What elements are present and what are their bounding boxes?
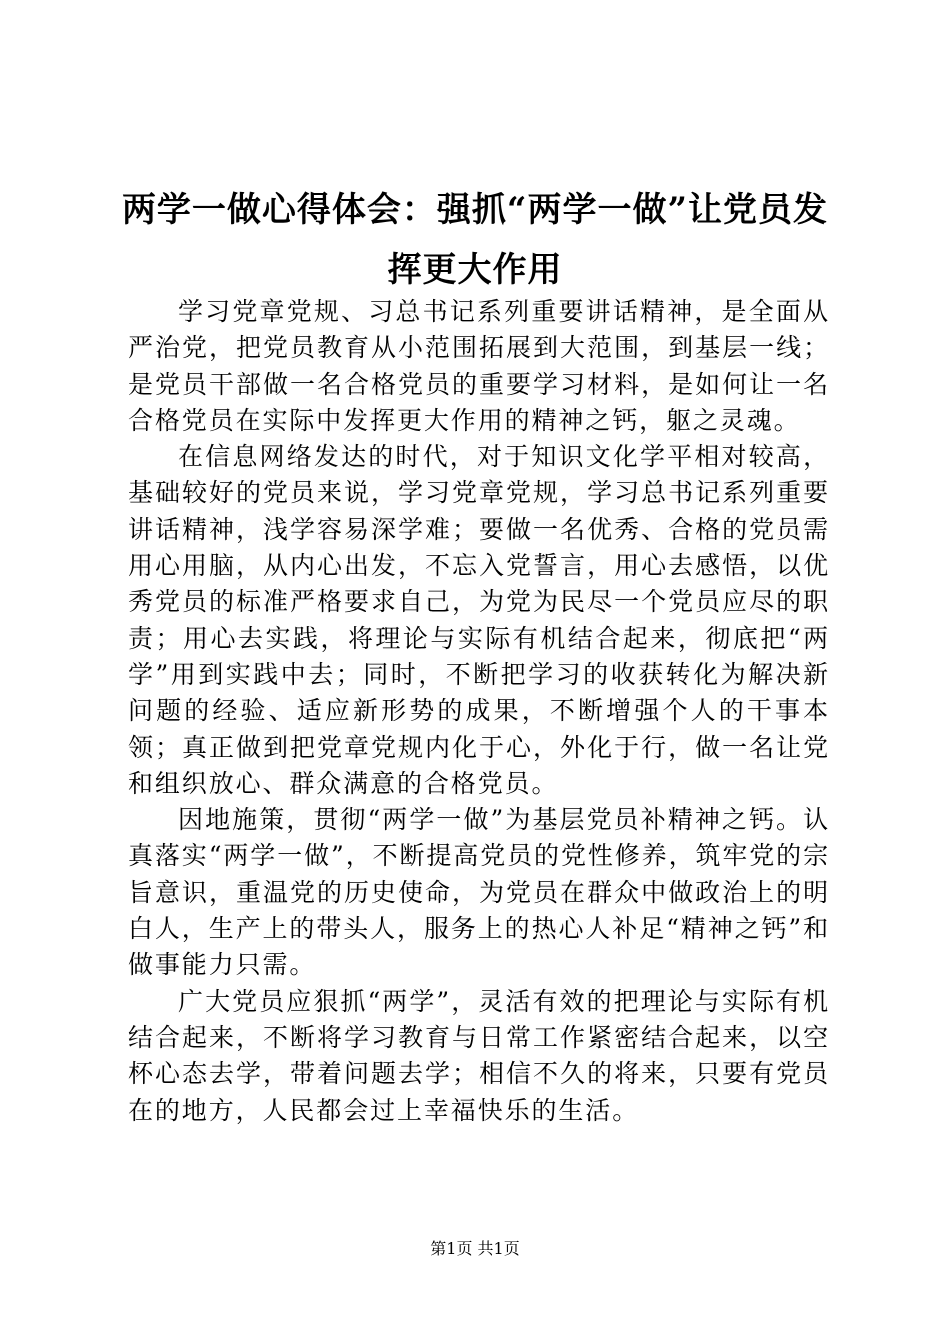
paragraph-3: 因地施策，贯彻“两学一做”为基层党员补精神之钙。认真落实“两学一做”，不断提高党员的党性修养，筑牢党的宗旨意识，重温党的历史使命，为党员在群众中做政治上的明白人，生产上的带头人，服务上的热心人补足“精神之钙”和做事能力只需。 [128,805,830,980]
page-footer: 第1页 共1页 [430,1239,520,1258]
document-title: 两学一做心得体会：强抓“两学一做”让党员发挥更大作用 [121,190,829,290]
paragraph-2: 在信息网络发达的时代，对于知识文化学平相对较高，基础较好的党员来说，学习党章党规，学习总书记系列重要讲话精神，浅学容易深学难；要做一名优秀、合格的党员需用心用脑，从内心出发，不忘入党誓言，用心去感悟，以优秀党员的标准严格要求自己，为党为民尽一个党员应尽的职责；用心去实践，将理论与实际有机结合起来，彻底把“两学”用到实践中去；同时，不断把学习的收获转化为解决新问题的经验、适应新形势的成果，不断增强个人的干事本领；真正做到把党章党规内化于心，外化于行，做一名让党和组织放心、群众满意的合格党员。 [128,442,830,798]
paragraph-4: 广大党员应狠抓“两学”，灵活有效的把理论与实际有机结合起来，不断将学习教育与日常工作紧密结合起来，以空杯心态去学，带着问题去学；相信不久的将来，只要有党员在的地方，人民都会过上幸福快乐的生活。 [128,986,830,1125]
document-body [128,294,830,1129]
paragraph-1: 学习党章党规、习总书记系列重要讲话精神，是全面从严治党，把党员教育从小范围拓展到大范围，到基层一线；是党员干部做一名合格党员的重要学习材料，是如何让一名合格党员在实际中发挥更大作用的精神之钙，躯之灵魂。 [128,297,830,435]
